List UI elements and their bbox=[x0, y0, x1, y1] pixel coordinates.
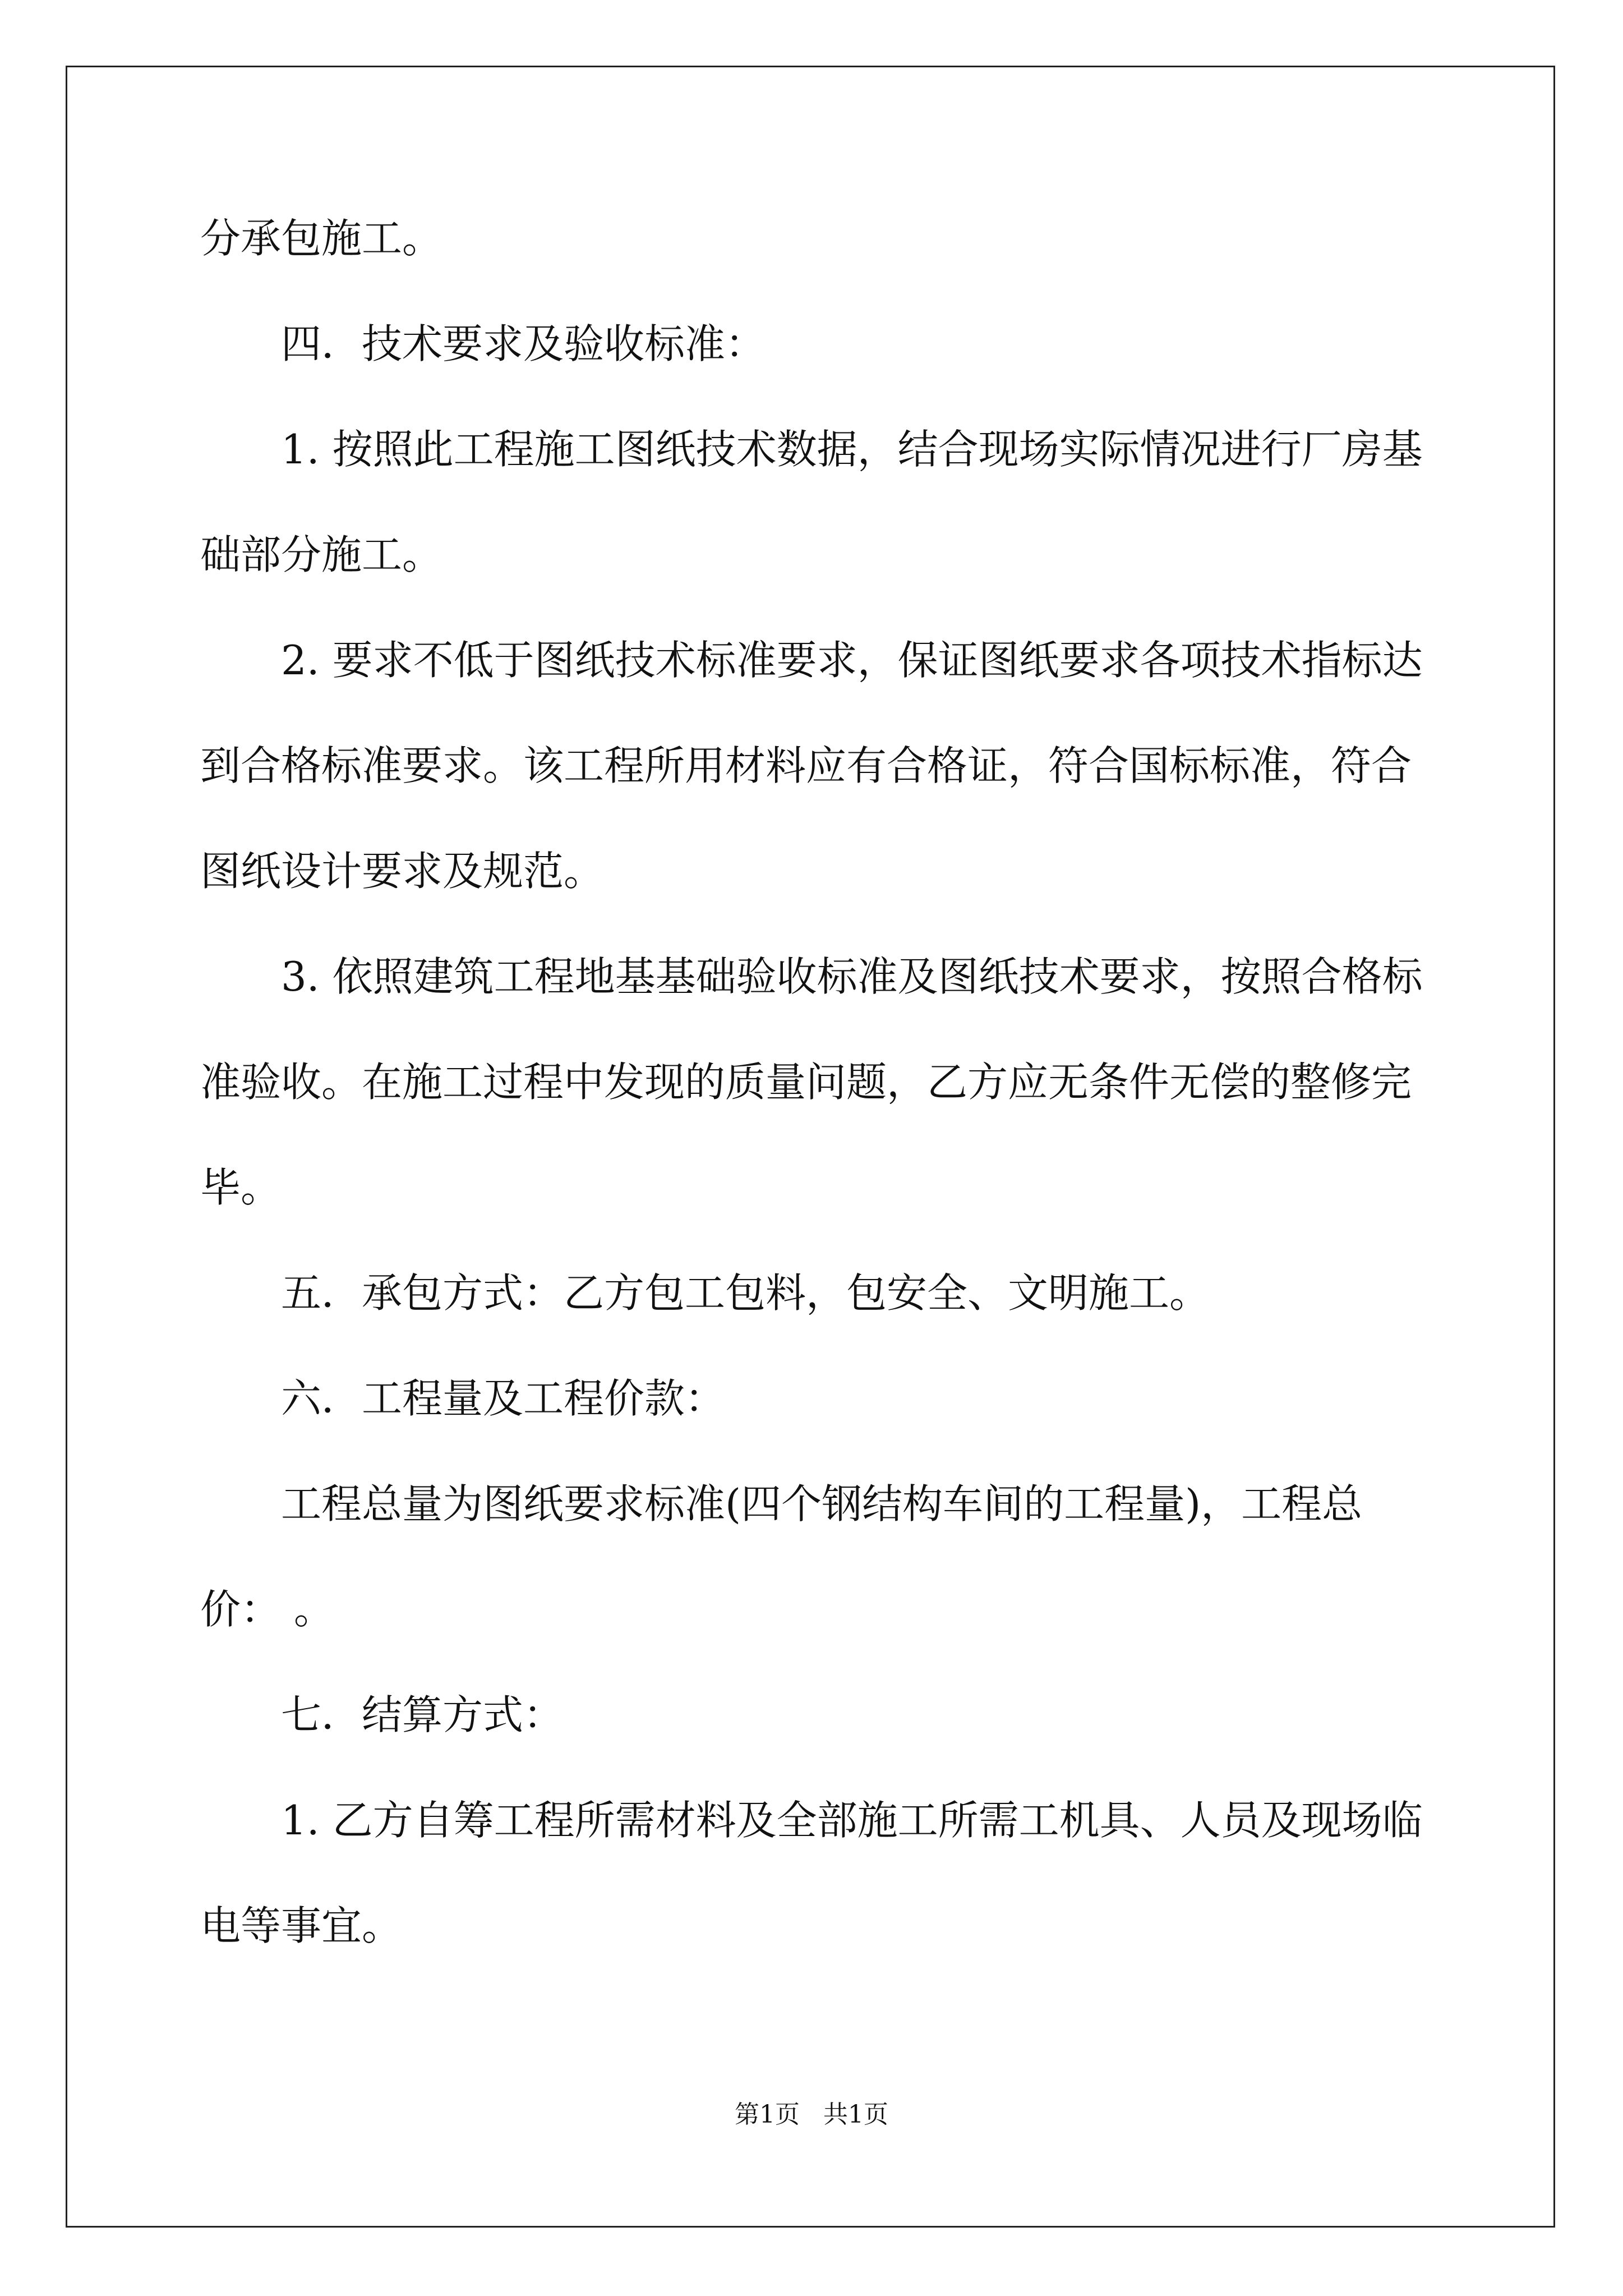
section-heading: 四．技术要求及验收标准： bbox=[281, 320, 766, 367]
text-line: 价： 。 bbox=[200, 1586, 334, 1633]
text-line: 电等事宜。 bbox=[200, 1902, 403, 1949]
section-heading: 六．工程量及工程价款： bbox=[281, 1375, 726, 1422]
text-line: 准验收。在施工过程中发现的质量问题，乙方应无条件无偿的整修完 bbox=[200, 1059, 1412, 1106]
text-line: 2. 要求不低于图纸技术标准要求，保证图纸要求各项技术指标达 bbox=[281, 637, 1423, 684]
text-line: 分承包施工。 bbox=[200, 215, 443, 262]
text-line: 1. 按照此工程施工图纸技术数据，结合现场实际情况进行厂房基 bbox=[281, 426, 1423, 473]
text-line: 工程总量为图纸要求标准(四个钢结构车间的工程量)，工程总 bbox=[281, 1480, 1363, 1527]
page-footer: 第1页 共1页 bbox=[735, 2100, 888, 2129]
text-line: 1. 乙方自筹工程所需材料及全部施工所需工机具、人员及现场临 bbox=[281, 1797, 1423, 1844]
text-line: 3. 依照建筑工程地基基础验收标准及图纸技术要求，按照合格标 bbox=[281, 953, 1423, 1000]
text-line: 毕。 bbox=[200, 1164, 282, 1211]
section-heading: 七．结算方式： bbox=[281, 1691, 564, 1738]
text-line: 础部分施工。 bbox=[200, 531, 443, 578]
section-heading: 五．承包方式：乙方包工包料，包安全、文明施工。 bbox=[281, 1269, 1210, 1317]
text-line: 到合格标准要求。该工程所用材料应有合格证，符合国标标准，符合 bbox=[200, 742, 1412, 789]
text-line: 图纸设计要求及规范。 bbox=[200, 848, 605, 895]
